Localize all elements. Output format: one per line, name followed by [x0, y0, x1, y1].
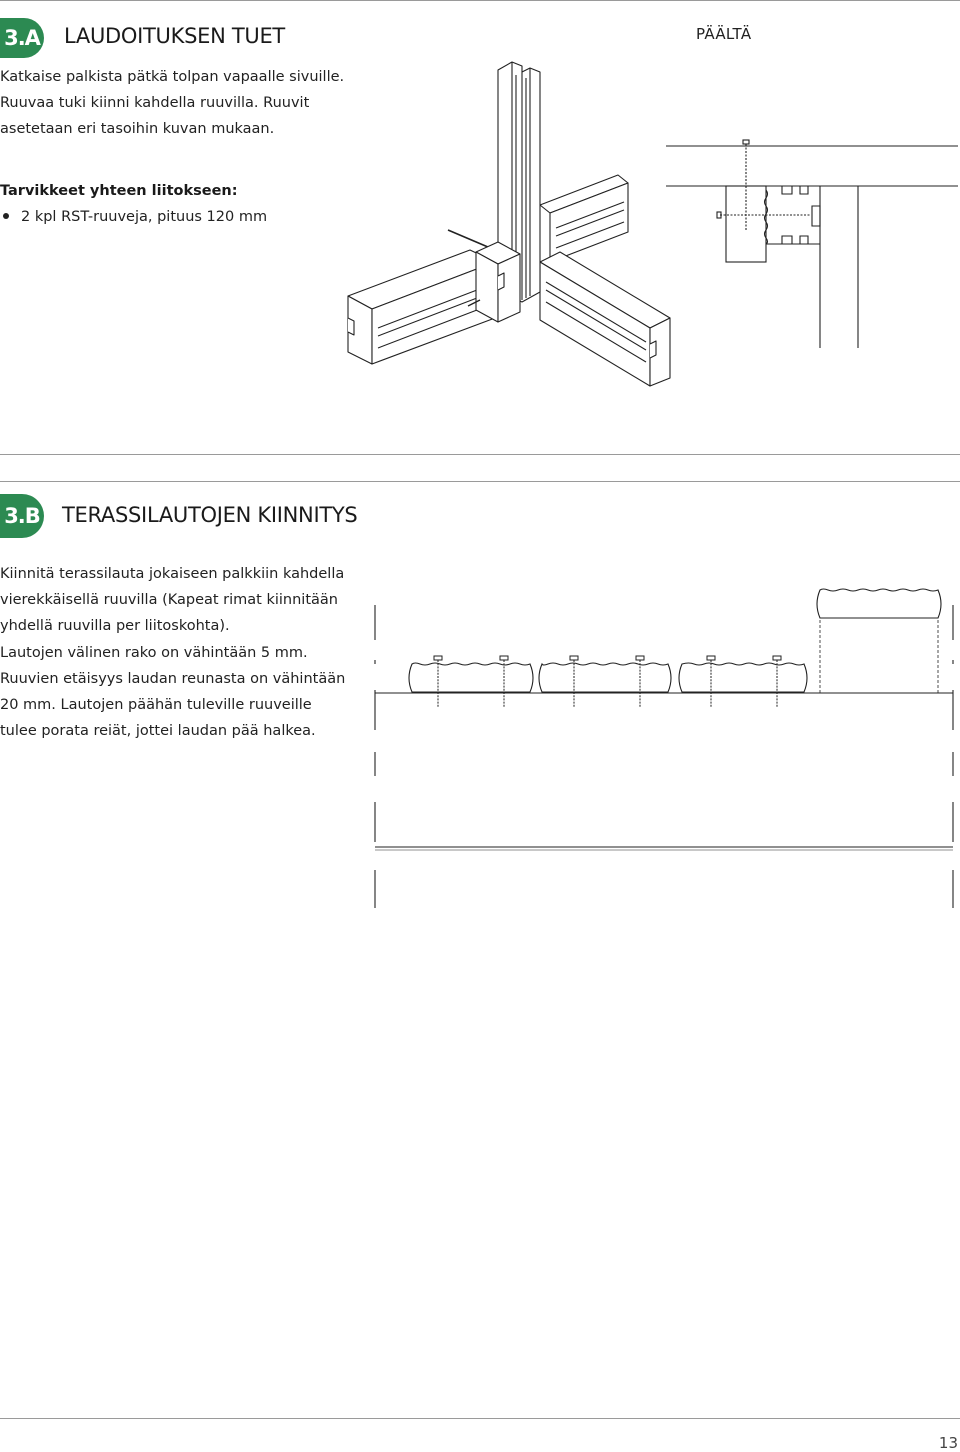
paragraph-line: tulee porata reiät, jottei laudan pää halkea. — [0, 723, 316, 740]
page-number: 13 — [938, 1434, 958, 1452]
top-view-label: PÄÄLTÄ — [696, 25, 752, 43]
paragraph-line: Katkaise palkista pätkä tolpan vapaalle sivuille. — [0, 69, 345, 85]
supply-text: 2 kpl RST-ruuveja, pituus 120 mm — [21, 209, 268, 225]
paragraph-line: 20 mm. Lautojen päähän tuleville ruuveille — [0, 697, 312, 714]
section-divider-1 — [0, 454, 960, 455]
paragraph-line: Kiinnitä terassilauta jokaiseen palkkiin kahdella — [0, 566, 345, 582]
section-divider-2 — [0, 481, 960, 482]
paragraph-line: asetetaan eri tasoihin kuvan mukaan. — [0, 121, 275, 138]
bottom-rule — [0, 1418, 960, 1419]
paragraph-line: vierekkäisellä ruuvilla (Kapeat rimat kiinnitään — [0, 592, 338, 609]
top-view-diagram — [660, 130, 960, 350]
deck-board-diagram — [370, 580, 960, 910]
section-b-badge: 3.B — [0, 494, 44, 538]
paragraph-line: Ruuvaa tuki kiinni kahdella ruuvilla. Ruuvit — [0, 95, 310, 112]
supplies-heading: Tarvikkeet yhteen liitokseen: — [0, 183, 238, 199]
paragraph-line: yhdellä ruuvilla per liitoskohta). — [0, 618, 230, 635]
paragraph-line: Ruuvien etäisyys laudan reunasta on vähintään — [0, 670, 346, 687]
section-b-paragraph — [0, 561, 345, 744]
section-b-title: TERASSILAUTOJEN KIINNITYS — [62, 503, 358, 527]
section-a-title: LAUDOITUKSEN TUET — [64, 24, 285, 48]
section-a-badge: 3.A — [0, 18, 44, 58]
paragraph-line: Lautojen välinen rako on vähintään 5 mm. — [0, 644, 308, 661]
